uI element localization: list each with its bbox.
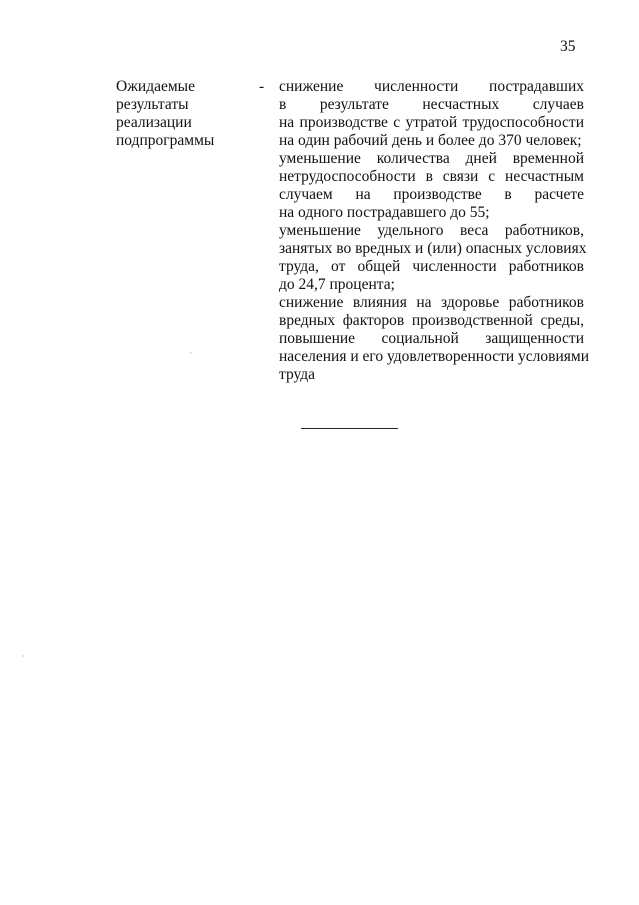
result-item-3	[279, 222, 587, 294]
text-line: снижение влияния на здоровье работников	[279, 294, 584, 311]
row-label-line: результаты	[116, 96, 189, 113]
row-label	[116, 78, 246, 150]
text-line: уменьшение количества дней временной	[279, 150, 584, 167]
scan-speck	[190, 352, 192, 354]
text-line: труда, от общей численности работников	[279, 258, 584, 275]
row-content	[279, 78, 589, 384]
row-label-line: подпрограммы	[116, 132, 215, 149]
result-item-2	[279, 150, 584, 222]
row-label-line: реализации	[116, 114, 192, 131]
text-line: вредных факторов производственной среды,	[279, 312, 584, 329]
text-line: повышение социальной защищенности	[279, 330, 584, 347]
text-line: уменьшение удельного веса работников,	[279, 222, 584, 239]
text-line: на производстве с утратой трудоспособности	[279, 114, 584, 131]
row-label-line: Ожидаемые	[116, 78, 195, 95]
closing-rule	[301, 428, 398, 429]
result-item-1	[279, 78, 584, 150]
text-line: на одного пострадавшего до 55;	[279, 204, 490, 221]
text-line: занятых во вредных и (или) опасных условиях	[279, 240, 587, 257]
text-line: нетрудоспособности в связи с несчастным	[279, 168, 584, 185]
scan-speck	[22, 655, 24, 657]
text-line: в результате несчастных случаев	[279, 96, 584, 113]
text-line: труда	[279, 366, 316, 383]
text-line: на один рабочий день и более до 370 человек;	[279, 132, 582, 149]
dash-separator: -	[259, 78, 265, 95]
text-line: снижение численности пострадавших	[279, 78, 584, 95]
result-item-4	[279, 294, 589, 384]
text-line: до 24,7 процента;	[279, 276, 395, 293]
text-line: населения и его удовлетворенности условиями	[279, 348, 589, 365]
text-line: случаем на производстве в расчете	[279, 186, 584, 203]
page-number: 35	[560, 38, 576, 55]
